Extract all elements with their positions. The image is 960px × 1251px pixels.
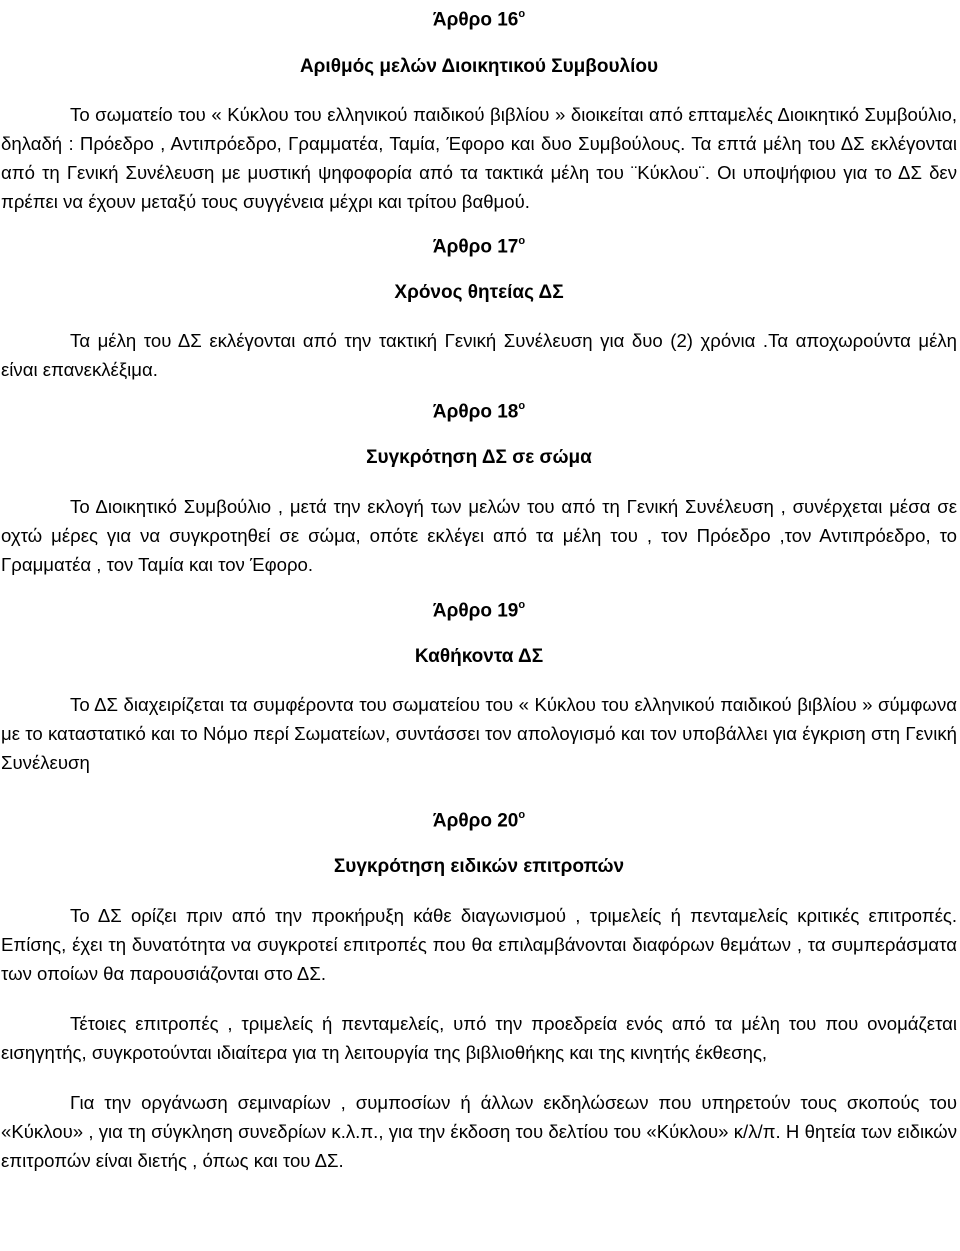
article-paragraph: Το ΔΣ διαχειρίζεται τα συμφέροντα του σωματείου του « Κύκλου του ελληνικού παιδικού βιβλίου » σύμφωνα με το καταστατικό και το Νόμο περί Σωματείων, συντάσσει τον απολογισμό και τον υποβάλλει για έγκριση στη Γενική Συνέλευση bbox=[1, 694, 957, 773]
article-title: Άρθρο $19^o$ bbox=[432, 599, 526, 622]
article-subtitle: Αριθμός μελών Διοικητικού Συμβουλίου bbox=[299, 56, 659, 77]
article-title: Άρθρο $17^o$ bbox=[432, 235, 526, 258]
article-subtitle: Συγκρότηση ειδικών επιτροπών bbox=[333, 856, 625, 877]
article-paragraph: Το Διοικητικό Συμβούλιο , μετά την εκλογή των μελών του από τη Γενική Συνέλευση , συνέρχεται μέσα σε οχτώ μέρες για να συγκροτηθεί σε σώμα, οπότε εκλέγει από τα μέλη του , τον Πρόεδρο ,τον Αντιπρόεδρο, το Γραμματέα , τον Ταμία και τον Έφορο. bbox=[1, 496, 957, 575]
article-paragraph: Τέτοιες επιτροπές , τριμελείς ή πενταμελείς, υπό την προεδρεία ενός από τα μέλη του που ονομάζεται εισηγητής, συγκροτούνται ιδιαίτερα για τη λειτουργία της βιβλιοθήκης και της κινητής έκθεσης, bbox=[1, 1013, 957, 1063]
article-subtitle: Χρόνος θητείας ΔΣ bbox=[394, 282, 564, 303]
article-title: Άρθρο $20^o$ bbox=[432, 809, 526, 832]
article-subtitle: Καθήκοντα ΔΣ bbox=[414, 646, 544, 667]
article-title: Άρθρο $18^o$ bbox=[432, 400, 526, 423]
article-paragraph: Το ΔΣ ορίζει πριν από την προκήρυξη κάθε διαγωνισμού , τριμελείς ή πενταμελείς κριτικές επιτροπές. Επίσης, έχει τη δυνατότητα να συγκροτεί επιτροπές που θα επιλαμβάνονται διαφόρων θεμάτων , τα συμπεράσματα των οποίων θα παρουσιάζονται στο ΔΣ. bbox=[1, 905, 957, 984]
article-title: Άρθρο $16^o$ bbox=[432, 8, 526, 31]
article-paragraph: Το σωματείο του « Κύκλου του ελληνικού παιδικού βιβλίου » διοικείται από επταμελές Διοικητικό Συμβούλιο, δηλαδή : Πρόεδρο , Αντιπρόεδρο, Γραμματέα, Ταμία, Έφορο και δυο Συμβούλους. Τα επτά μέλη του ΔΣ εκλέγονται από τη Γενική Συνέλευση με μυστική ψηφοφορία από τα τακτικά μέλη του ¨Κύκλου¨. Οι υποψήφιου για το ΔΣ δεν πρέπει να έχουν μεταξύ τους συγγένεια μέχρι και τρίτου βαθμού. bbox=[1, 104, 957, 212]
article-paragraph: Για την οργάνωση σεμιναρίων , συμποσίων ή άλλων εκδηλώσεων που υπηρετούν τους σκοπούς του «Κύκλου» , για τη σύγκληση συνεδρίων κ.λ.π., για την έκδοση του δελτίου του «Κύκλου» κ/λ/π. Η θητεία των ειδικών επιτροπών είναι διετής , όπως και του ΔΣ. bbox=[1, 1092, 957, 1171]
article-paragraph: Τα μέλη του ΔΣ εκλέγονται από την τακτική Γενική Συνέλευση για δυο (2) χρόνια .Τα αποχωρούντα μέλη είναι επανεκλέξιμα. bbox=[1, 330, 957, 380]
article-subtitle: Συγκρότηση ΔΣ σε σώμα bbox=[366, 447, 592, 468]
